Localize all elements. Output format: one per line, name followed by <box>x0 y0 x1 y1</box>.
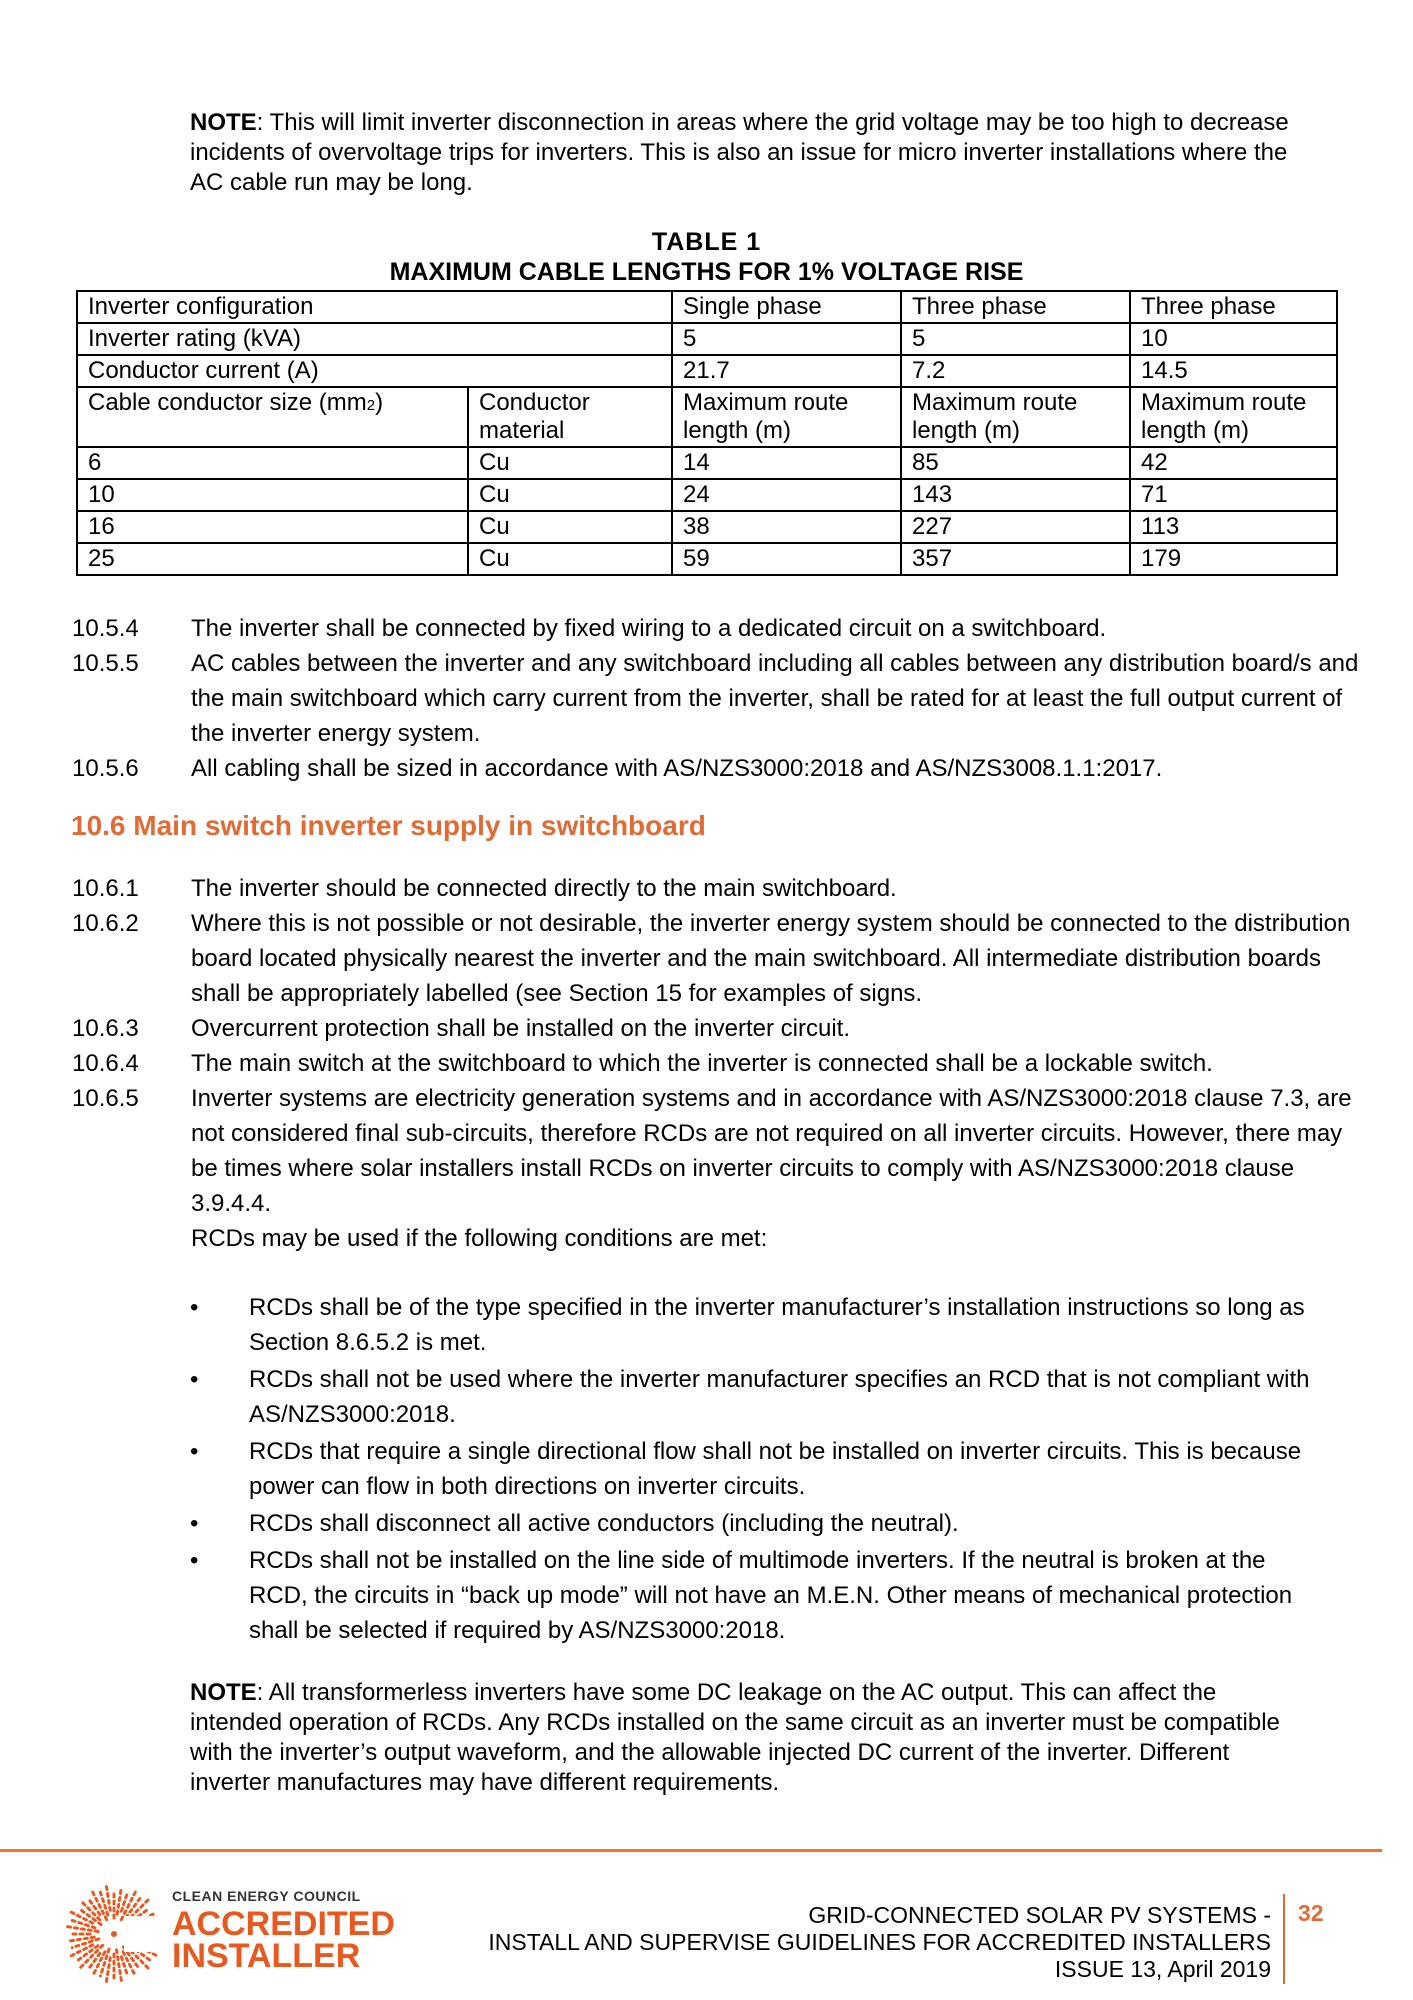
rcd-intro <box>0 1221 1413 1256</box>
header-cell-max: Maximum route length (m) <box>672 387 901 447</box>
table-cell: Cu <box>468 511 672 543</box>
table-cell: Cu <box>468 447 672 479</box>
clause-number: 10.5.6 <box>72 755 139 782</box>
header-cell-max: Maximum route length (m) <box>1130 387 1337 447</box>
accredited-installer-logo <box>64 1884 394 1984</box>
table-cell: 85 <box>901 447 1130 479</box>
clause-text: Overcurrent protection shall be installed on the inverter circuit. <box>191 1015 850 1042</box>
clauses-10-6 <box>0 871 1413 1256</box>
clause-10-6-4 <box>0 1046 1413 1081</box>
header-cell-max: Maximum route length (m) <box>901 387 1130 447</box>
table-cell: Inverter rating (kVA) <box>77 323 672 355</box>
clause-10-5-4 <box>0 611 1413 646</box>
header-size-sub: 2 <box>366 397 376 414</box>
footer-line: INSTALL AND SUPERVISE GUIDELINES FOR ACCREDITED INSTALLERS <box>488 1929 1271 1955</box>
clause-text: All cabling shall be sized in accordance with AS/NZS3000:2018 and AS/NZS3008.1.1:2017. <box>191 755 1163 782</box>
logo-council-text: CLEAN ENERGY COUNCIL <box>172 1888 361 1904</box>
clauses-10-5 <box>0 611 1413 786</box>
table-cell: Cu <box>468 543 672 575</box>
header-cell-material: Conductor material <box>468 387 672 447</box>
table-number: TABLE 1 <box>651 228 762 256</box>
note-label: NOTE <box>190 1679 257 1706</box>
clause-10-6-1 <box>0 871 1413 906</box>
note-bottom <box>190 1678 1310 1798</box>
bullet-icon: • <box>190 1366 199 1393</box>
table-cell: Single phase <box>672 291 901 323</box>
page-number: 32 <box>1298 1900 1324 1926</box>
list-item-text: RCDs shall be of the type specified in the inverter manufacturer’s installation instructions so long as Section 8.6.5.2 is met. <box>249 1294 1305 1356</box>
table-cell: 25 <box>77 543 468 575</box>
logo-accredited-text: ACCREDITED <box>172 1905 395 1943</box>
footer-line: ISSUE 13, April 2019 <box>1054 1956 1271 1982</box>
clause-10-5-5 <box>0 646 1413 751</box>
table-cell: 24 <box>672 479 901 511</box>
table-row <box>77 291 1337 323</box>
table-cell: 71 <box>1130 479 1337 511</box>
footer-separator <box>1283 1894 1285 1984</box>
footer-divider <box>0 1849 1382 1852</box>
table-row <box>77 447 1337 479</box>
clause-number: 10.5.4 <box>72 615 139 642</box>
table-cell: 14.5 <box>1130 355 1337 387</box>
list-item-text: RCDs shall disconnect all active conductors (including the neutral). <box>249 1510 959 1537</box>
table-header-row <box>77 387 1337 447</box>
clause-10-6-5 <box>0 1081 1413 1221</box>
table-cell: Three phase <box>901 291 1130 323</box>
clause-number: 10.6.3 <box>72 1015 139 1042</box>
note-text: : This will limit inverter disconnection in areas where the grid voltage may be too high to decrease incidents of overvoltage trips for inverters. This is also an issue for micro inverter installations where the AC cable run may be long. <box>190 109 1289 196</box>
table-row <box>77 543 1337 575</box>
table-cell: 10 <box>1130 323 1337 355</box>
list-item <box>0 1362 1413 1432</box>
table-row <box>77 511 1337 543</box>
table-cell: 5 <box>901 323 1130 355</box>
note-top <box>190 108 1310 198</box>
header-size-close: ) <box>375 389 384 416</box>
cable-length-table <box>76 290 1338 576</box>
clause-number: 10.6.2 <box>72 910 139 937</box>
clause-number: 10.5.5 <box>72 650 139 677</box>
footer-line: GRID-CONNECTED SOLAR PV SYSTEMS - <box>808 1902 1271 1928</box>
table-cell: 357 <box>901 543 1130 575</box>
sunburst-logo-icon <box>64 1884 172 1984</box>
section-heading: 10.6 Main switch inverter supply in switchboard <box>71 810 706 841</box>
table-cell: 179 <box>1130 543 1337 575</box>
table-cell: Three phase <box>1130 291 1337 323</box>
list-item <box>0 1506 1413 1541</box>
list-item <box>0 1434 1413 1504</box>
header-cell-size <box>77 387 468 447</box>
clause-text: The inverter shall be connected by fixed wiring to a dedicated circuit on a switchboard. <box>191 615 1107 642</box>
clause-10-5-6 <box>0 751 1413 786</box>
list-item <box>0 1543 1413 1648</box>
footer-document-title <box>488 1902 1271 1983</box>
table-cell: 113 <box>1130 511 1337 543</box>
bullet-icon: • <box>190 1438 199 1465</box>
list-item <box>0 1290 1413 1360</box>
table-row <box>77 323 1337 355</box>
clause-10-6-2 <box>0 906 1413 1011</box>
table-cell: 227 <box>901 511 1130 543</box>
bullet-icon: • <box>190 1547 199 1574</box>
table-row <box>77 355 1337 387</box>
clause-text: AC cables between the inverter and any switchboard including all cables between any distribution board/s and the main switchboard which carry current from the inverter, shall be rated for at least the full output current of the inverter energy system. <box>191 650 1359 747</box>
clause-text: Where this is not possible or not desirable, the inverter energy system should be connected to the distribution board located physically nearest the inverter and the main switchboard. All intermediate distribution boards shall be appropriately labelled (see Section 15 for examples of signs. <box>191 910 1351 1007</box>
table-cell: 16 <box>77 511 468 543</box>
bullet-icon: • <box>190 1510 199 1537</box>
table-cell: 6 <box>77 447 468 479</box>
clause-number: 10.6.5 <box>72 1085 139 1112</box>
table-cell: 14 <box>672 447 901 479</box>
table-title: MAXIMUM CABLE LENGTHS FOR 1% VOLTAGE RISE <box>389 258 1024 286</box>
clause-number: 10.6.4 <box>72 1050 139 1077</box>
clause-text: The main switch at the switchboard to which the inverter is connected shall be a lockable switch. <box>191 1050 1213 1077</box>
clause-text: Inverter systems are electricity generation systems and in accordance with AS/NZS3000:2018 clause 7.3, are not considered final sub-circuits, therefore RCDs are not required on all inverter circuits. However, there may be times where solar installers install RCDs on inverter circuits to comply with AS/NZS3000:2018 clause 3.9.4.4. <box>191 1085 1352 1217</box>
clause-text: The inverter should be connected directly to the main switchboard. <box>191 875 897 902</box>
table-cell: 5 <box>672 323 901 355</box>
list-item-text: RCDs shall not be used where the inverter manufacturer specifies an RCD that is not compliant with AS/NZS3000:2018. <box>249 1366 1310 1428</box>
header-size-text: Cable conductor size (mm <box>88 389 367 416</box>
note-label: NOTE <box>190 109 257 136</box>
table-cell: 7.2 <box>901 355 1130 387</box>
table-cell: Cu <box>468 479 672 511</box>
list-item-text: RCDs shall not be installed on the line side of multimode inverters. If the neutral is broken at the RCD, the circuits in “back up mode” will not have an M.E.N. Other means of mechanical protection shall be selected if required by AS/NZS3000:2018. <box>249 1547 1293 1644</box>
table-row <box>77 479 1337 511</box>
logo-installer-text: INSTALLER <box>172 1937 361 1975</box>
table-cell: 21.7 <box>672 355 901 387</box>
table-cell: 38 <box>672 511 901 543</box>
table-cell: 143 <box>901 479 1130 511</box>
table-cell: Inverter configuration <box>77 291 672 323</box>
table-cell: Conductor current (A) <box>77 355 672 387</box>
rcd-intro-text: RCDs may be used if the following conditions are met: <box>191 1225 768 1252</box>
rcd-conditions-list <box>0 1290 1413 1650</box>
clause-10-6-3 <box>0 1011 1413 1046</box>
note-text: : All transformerless inverters have some DC leakage on the AC output. This can affect the intended operation of RCDs. Any RCDs installed on the same circuit as an inverter must be compatible with the inverter’s output waveform, and the allowable injected DC current of the inverter. Different inverter manufactures may have different requirements. <box>190 1679 1280 1796</box>
clause-number: 10.6.1 <box>72 875 139 902</box>
table-cell: 10 <box>77 479 468 511</box>
bullet-icon: • <box>190 1294 199 1321</box>
list-item-text: RCDs that require a single directional flow shall not be installed on inverter circuits. This is because power can flow in both directions on inverter circuits. <box>249 1438 1302 1500</box>
table-cell: 59 <box>672 543 901 575</box>
table-cell: 42 <box>1130 447 1337 479</box>
